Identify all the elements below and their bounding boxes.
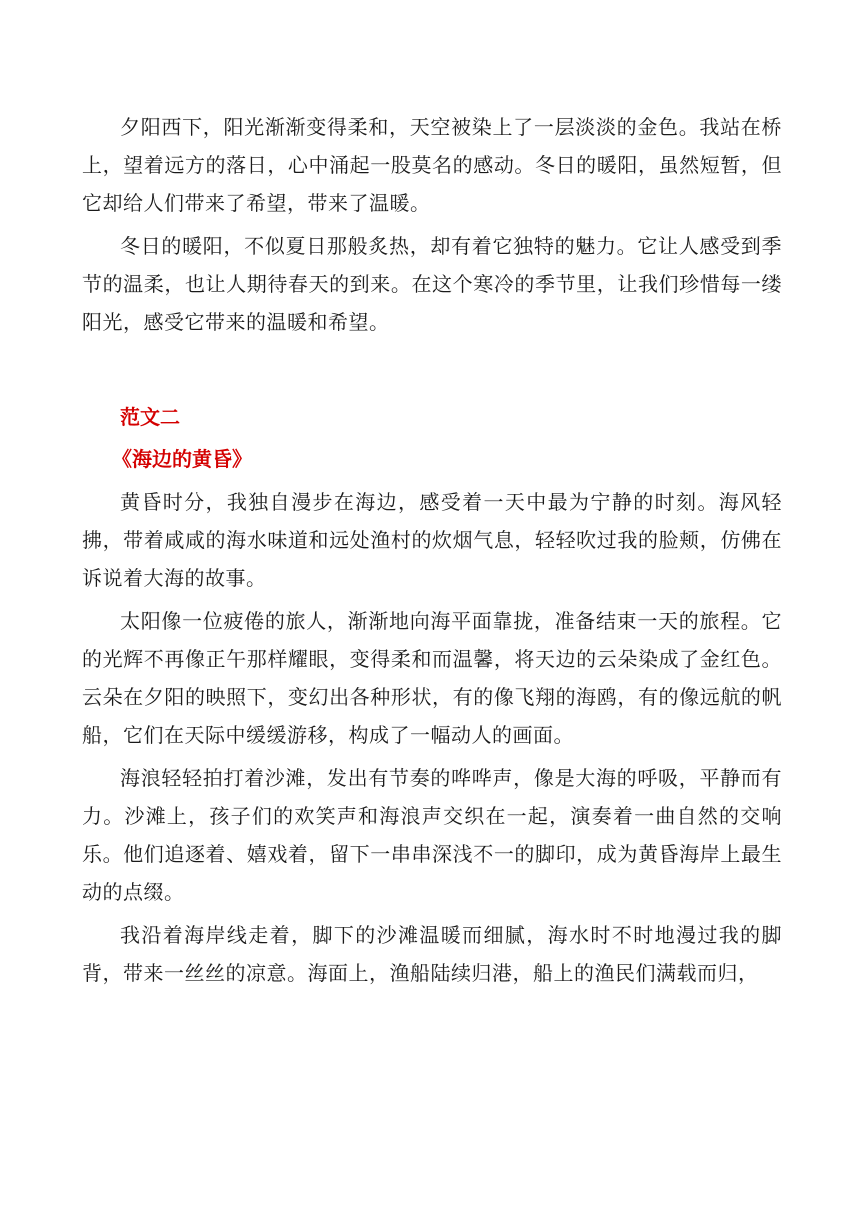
section-heading: 范文二	[120, 405, 180, 429]
body-paragraph: 冬日的暖阳，不似夏日那般炙热，却有着它独特的魅力。它让人感受到季节的温柔，也让人期待春天的到来。在这个寒冷的季节里，让我们珍惜每一缕阳光，感受它带来的温暖和希望。	[82, 234, 782, 334]
body-paragraph: 夕阳西下，阳光渐渐变得柔和，天空被染上了一层淡淡的金色。我站在桥上，望着远方的落日，心中涌起一股莫名的感动。冬日的暖阳，虽然短暂，但它却给人们带来了希望，带来了温暖。	[82, 115, 782, 215]
body-paragraph: 我沿着海岸线走着，脚下的沙滩温暖而细腻，海水时不时地漫过我的脚背，带来一丝丝的凉意。海面上，渔船陆续归港，船上的渔民们满载而归，	[82, 923, 782, 985]
section-spacer	[82, 346, 782, 398]
document-body	[82, 108, 782, 997]
body-paragraph: 太阳像一位疲倦的旅人，渐渐地向海平面靠拢，准备结束一天的旅程。它的光辉不再像正午那样耀眼，变得柔和而温馨，将天边的云朵染成了金红色。云朵在夕阳的映照下，变幻出各种形状，有的像飞翔的海鸥，有的像远航的帆船，它们在天际中缓缓游移，构成了一幅动人的画面。	[82, 609, 782, 747]
body-paragraph: 海浪轻轻拍打着沙滩，发出有节奏的哗哗声，像是大海的呼吸，平静而有力。沙滩上，孩子们的欢笑声和海浪声交织在一起，演奏着一曲自然的交响乐。他们追逐着、嬉戏着，留下一串串深浅不一的脚印，成为黄昏海岸上最生动的点缀。	[82, 766, 782, 904]
essay-title: 《海边的黄昏》	[112, 447, 252, 471]
body-paragraph: 黄昏时分，我独自漫步在海边，感受着一天中最为宁静的时刻。海风轻拂，带着咸咸的海水味道和远处渔村的炊烟气息，轻轻吹过我的脸颊，仿佛在诉说着大海的故事。	[82, 490, 782, 590]
